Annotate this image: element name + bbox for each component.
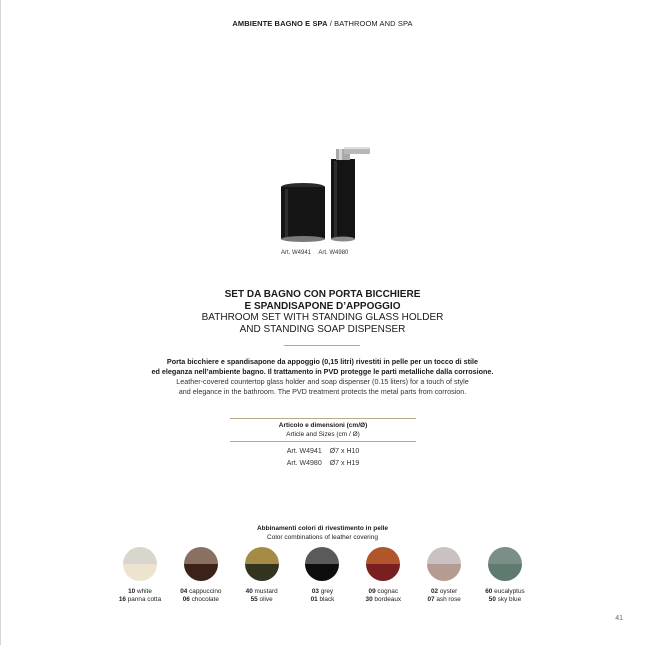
swatch-bottom-color [427,564,461,581]
section-header-separator: / [327,19,335,28]
section-header-it: AMBIENTE BAGNO E SPA [232,19,328,28]
swatch-circle [123,547,157,581]
swatch-code2: 01 [310,596,318,603]
swatch-code1: 02 [430,588,439,595]
swatch-label [246,588,278,604]
swatch-label [427,588,460,604]
swatch-code1: 03 [311,588,319,595]
swatch-code2: 50 [488,596,496,603]
swatch-circle [184,547,218,581]
size-dimension: Ø7 x H10 [329,448,360,455]
swatch-name2: chocolate [189,596,219,603]
swatch-top-color [305,547,339,564]
swatch-name2: bordeaux [372,596,402,603]
sizes-rule-bottom [230,441,416,442]
caption-w4941: Art. W4941 [281,250,312,256]
swatch-circle [488,547,522,581]
swatch-name1: eucalyptus [492,588,525,595]
swatch-name1: white [135,588,152,595]
title-divider [284,345,360,346]
swatch-top-color [488,547,522,564]
section-header [0,19,645,28]
swatch-bottom-color [184,564,218,581]
color-swatch [353,547,413,604]
swatch-label [311,588,335,604]
title-en-line2: AND STANDING SOAP DISPENSER [239,323,406,335]
table-row [283,446,364,458]
desc-it-line1: Porta bicchiere e spandisapone da appoggio (0,15 litri) rivestiti in pelle per un tocco di stile [166,357,479,366]
size-article: Art. W4980 [286,460,322,467]
swatch-code2: 55 [250,596,258,603]
swatch-top-color [366,547,400,564]
swatch-code1: 40 [245,588,253,595]
color-swatch [414,547,474,604]
swatch-circle [427,547,461,581]
swatch-name2: ash rose [434,596,461,603]
swatch-bottom-color [123,564,157,581]
title-it-line2: E SPANDISAPONE D’APPOGGIO [244,300,401,312]
glass-holder-image [281,183,325,242]
sizes-block [230,418,416,470]
swatch-name1: grey [318,588,334,595]
sizes-heading-en: Article and Sizes (cm / Ø) [286,431,360,438]
colors-heading-en: Color combinations of leather covering [267,534,378,541]
swatch-circle [366,547,400,581]
swatch-top-color [427,547,461,564]
swatch-top-color [245,547,279,564]
swatch-top-color [123,547,157,564]
color-swatch [292,547,352,604]
swatch-bottom-color [245,564,279,581]
title-it-line1: SET DA BAGNO CON PORTA BICCHIERE [224,289,421,300]
swatch-code1: 09 [368,588,376,595]
swatch-code1: 60 [485,588,493,595]
page-number: 41 [615,615,623,622]
swatch-name1: oyster [438,588,458,595]
product-title [0,289,645,335]
caption-w4980: Art. W4980 [318,250,349,256]
swatch-name1: cappuccino [187,588,222,595]
swatch-bottom-color [305,564,339,581]
desc-it-line2: ed eleganza nell’ambiente bagno. Il trattamento in PVD protegge le parti metalliche dalla corrosione. [151,367,494,376]
color-swatches [110,547,535,604]
title-en-line1: BATHROOM SET WITH STANDING GLASS HOLDER [201,312,444,323]
sizes-heading [230,419,416,441]
color-swatch [232,547,292,604]
desc-en-line1: Leather-covered countertop glass holder and soap dispenser (0.15 liters) for a touch of style [176,377,469,386]
desc-en-line2: and elegance in the bathroom. The PVD treatment protects the metal parts from corrosion. [178,387,467,396]
swatch-name2: panna cotta [125,596,162,603]
product-description [0,357,645,397]
swatch-code1: 10 [128,588,136,595]
swatch-code2: 06 [182,596,190,603]
color-swatch [475,547,535,604]
swatch-code1: 04 [180,588,188,595]
sizes-table [283,446,364,470]
swatch-bottom-color [366,564,400,581]
swatch-label [485,588,524,604]
photo-captions [281,250,354,256]
swatch-code2: 16 [118,596,126,603]
section-header-en: BATHROOM AND SPA [334,19,413,28]
swatch-code2: 30 [365,596,373,603]
sizes-heading-it: Articolo e dimensioni (cm/Ø) [278,422,368,429]
swatch-name2: sky blue [495,596,522,603]
swatch-name1: mustard [252,588,278,595]
swatch-code2: 07 [427,596,435,603]
product-photo [276,145,374,247]
swatch-top-color [184,547,218,564]
colors-heading-it: Abbinamenti colori di rivestimento in pelle [256,525,389,532]
swatch-label [180,588,221,604]
swatch-bottom-color [488,564,522,581]
size-dimension: Ø7 x H19 [329,460,360,467]
swatch-name2: olive [257,596,273,603]
colors-heading [0,524,645,542]
color-swatch [171,547,231,604]
size-article: Art. W4941 [286,448,322,455]
swatch-circle [245,547,279,581]
swatch-name2: black [317,596,335,603]
table-row [283,458,364,470]
swatch-label [119,588,161,604]
swatch-label [366,588,402,604]
swatch-circle [305,547,339,581]
color-swatch [110,547,170,604]
swatch-name1: cognac [375,588,399,595]
